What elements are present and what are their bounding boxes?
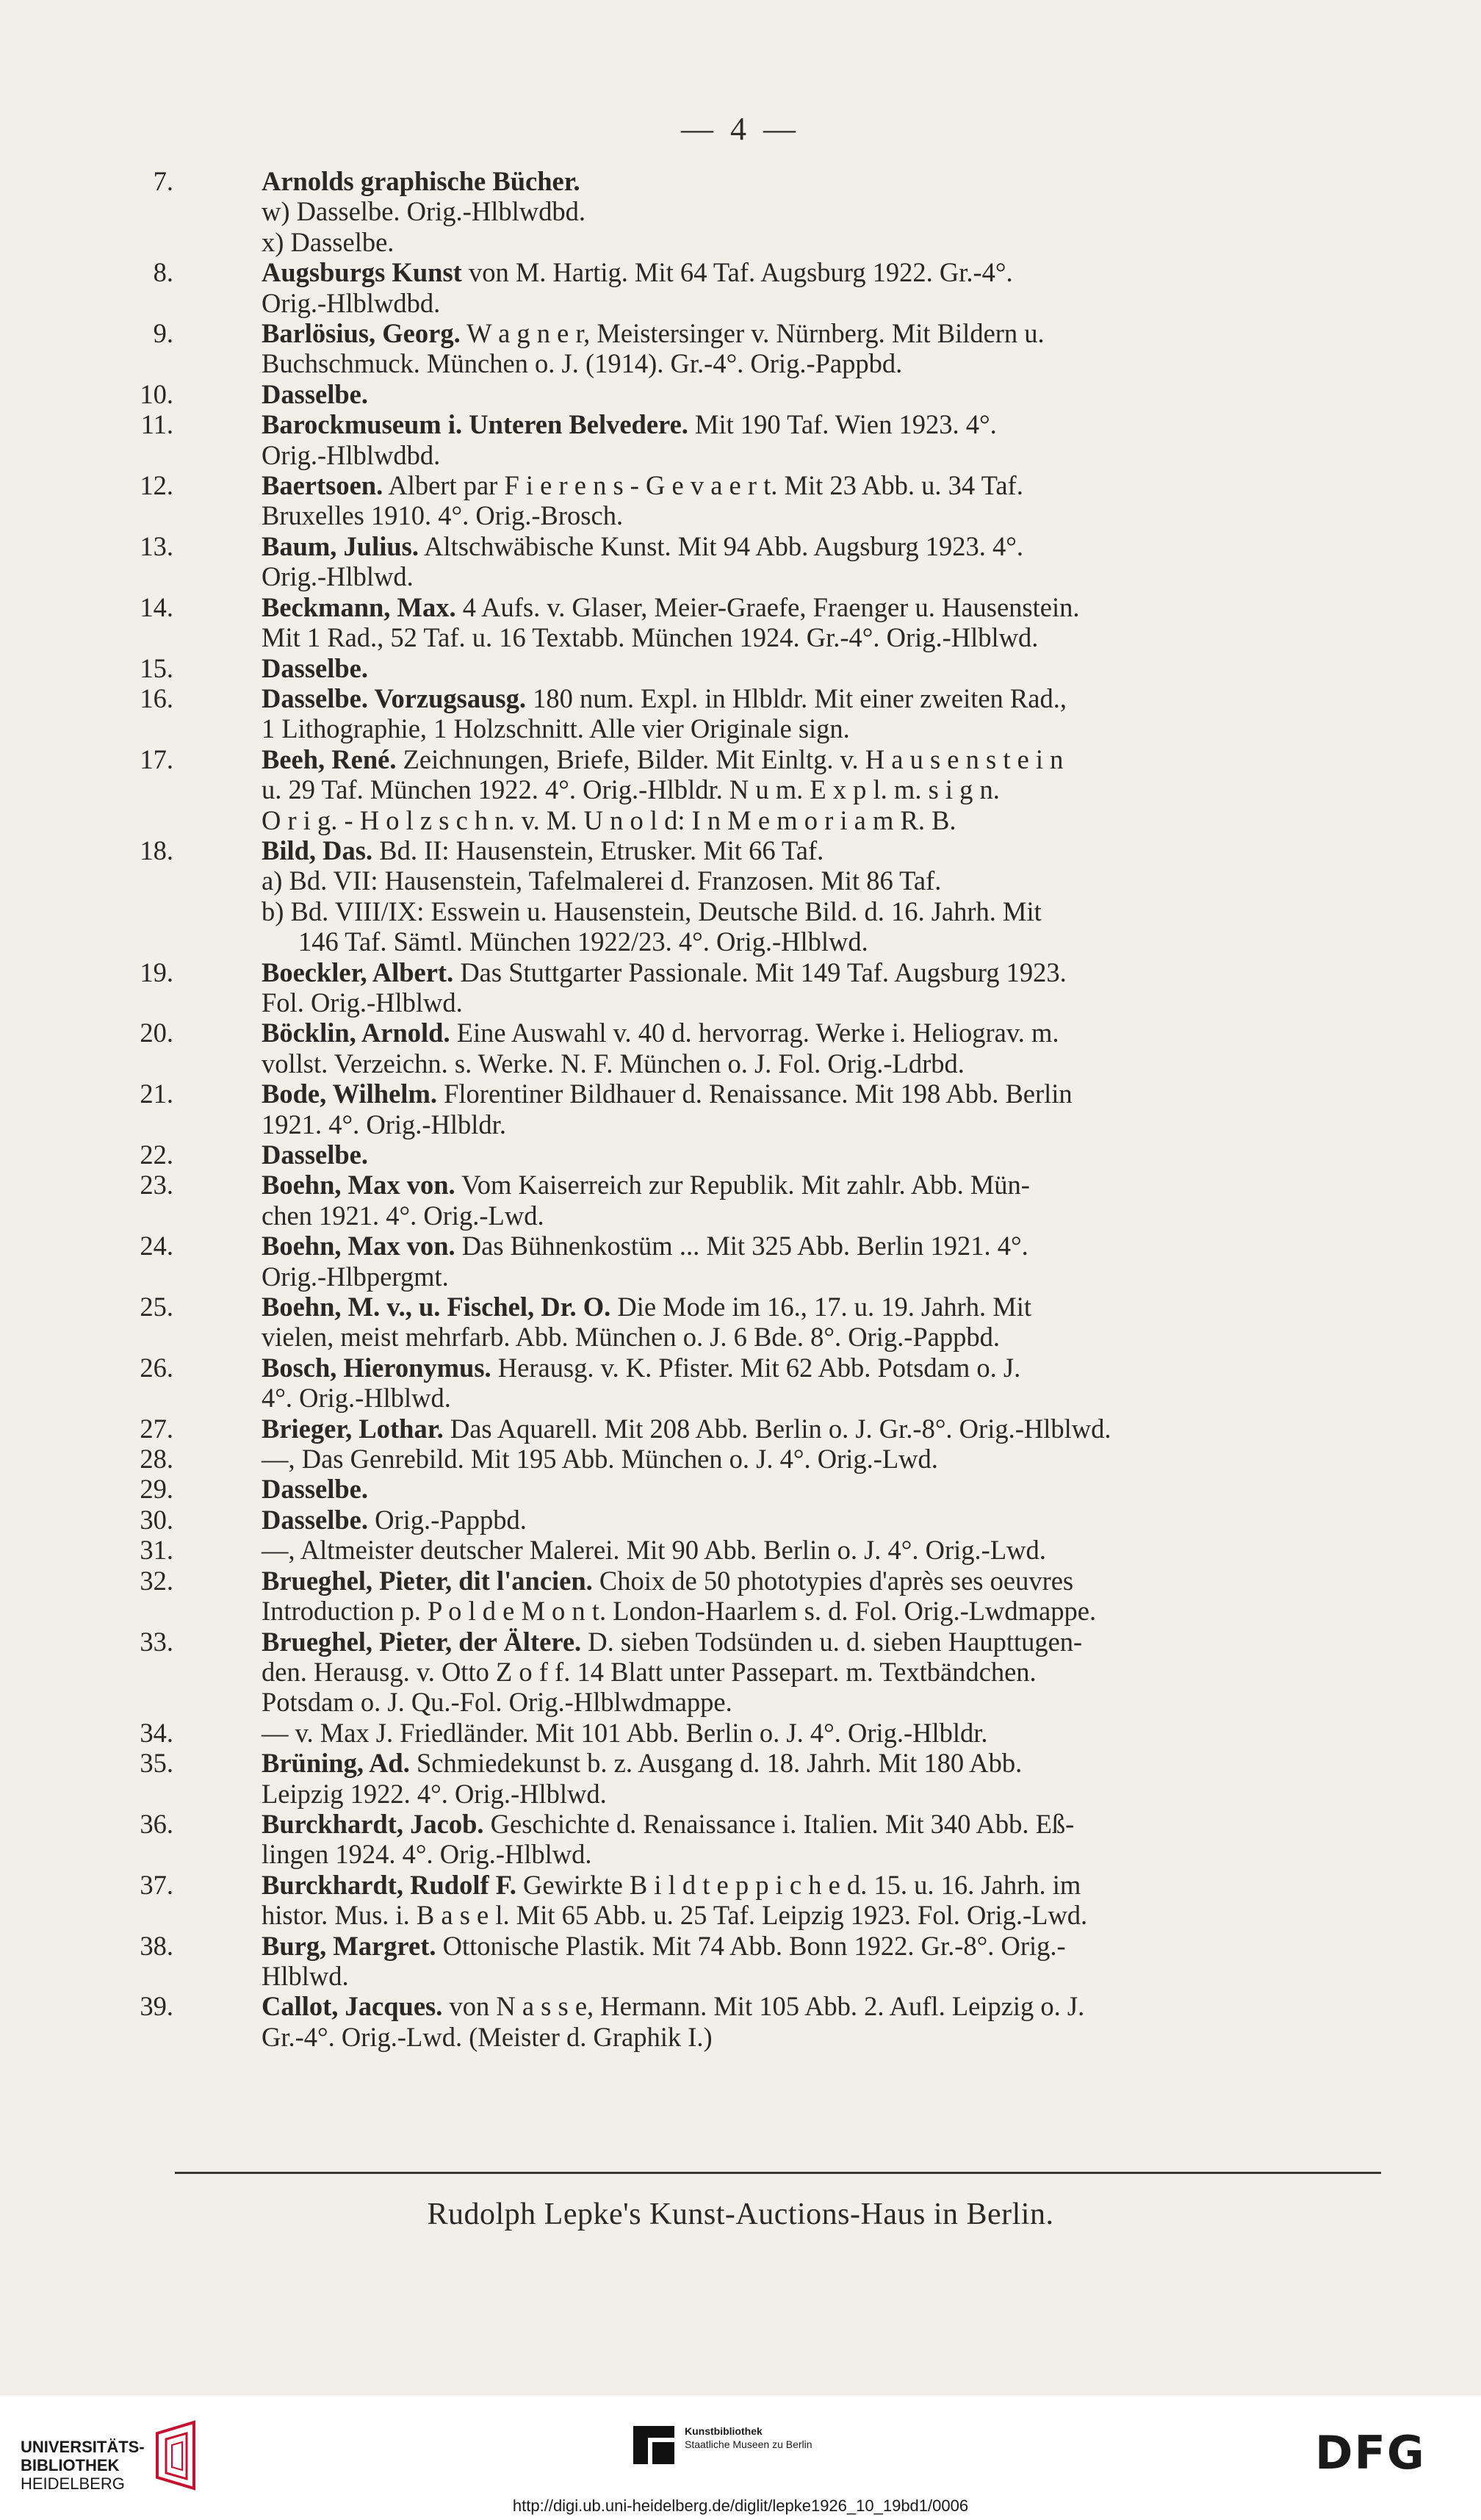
entry-line: den. Herausg. v. Otto Z o f f. 14 Blatt unter Passepart. m. Textbändchen.: [262, 1656, 1037, 1687]
entry-heading: Barlösius, Georg.: [262, 318, 461, 349]
catalog-entry: [140, 1748, 1394, 1809]
entry-number: 11.: [140, 409, 173, 440]
catalog-entry: [140, 1140, 1394, 1170]
catalog-entry: [140, 1565, 1394, 1627]
entry-line: [262, 379, 1394, 409]
entry-body: [262, 744, 1394, 835]
entry-text: Zeichnungen, Briefe, Bilder. Mit Einltg. v. H a u s e n s t e i n: [396, 744, 1064, 774]
entry-body: [262, 592, 1394, 653]
entry-body: [262, 1170, 1394, 1231]
entry-body: [262, 1809, 1394, 1870]
catalog-entry: [140, 1535, 1394, 1566]
catalog-entry: [140, 1444, 1394, 1475]
entry-number: 34.: [140, 1717, 173, 1748]
entry-text: Ottonische Plastik. Mit 74 Abb. Bonn 1922. Gr.-8°. Orig.-: [436, 1930, 1066, 1961]
entry-heading: Brueghel, Pieter, der Ältere.: [262, 1626, 582, 1657]
entry-text: von M. Hartig. Mit 64 Taf. Augsburg 1922. Gr.-4°.: [461, 257, 1013, 288]
entry-text: Choix de 50 phototypies d'après ses oeuvres: [592, 1565, 1074, 1596]
entry-text: —, Das Genrebild. Mit 195 Abb. München o. J. 4°. Orig.-Lwd.: [262, 1444, 938, 1475]
entry-number: 13.: [140, 530, 173, 561]
entry-number: 14.: [140, 591, 173, 622]
entry-subitem: w) Dasselbe. Orig.-Hlblwdbd.: [262, 196, 585, 227]
entry-text: 4 Aufs. v. Glaser, Meier-Graefe, Fraenger u. Hausenstein.: [455, 591, 1080, 622]
entry-heading: Brüning, Ad.: [262, 1748, 410, 1779]
entry-heading: Burckhardt, Jacob.: [262, 1808, 484, 1839]
entry-line: [262, 1353, 1394, 1383]
catalog-entries: [140, 166, 1394, 2052]
entry-line: [262, 166, 1394, 196]
entry-body: [262, 835, 1394, 865]
entry-line: Fol. Orig.-Hlblwd.: [262, 987, 463, 1018]
ub-line3: HEIDELBERG: [21, 2474, 125, 2493]
entry-heading: Burckhardt, Rudolf F.: [262, 1869, 516, 1900]
entry-line: Orig.-Hlbpergmt.: [262, 1261, 449, 1292]
entry-body: [262, 1505, 1394, 1535]
entry-line: [262, 1566, 1394, 1596]
entry-number: 27.: [140, 1413, 173, 1444]
entry-heading: Dasselbe.: [262, 378, 368, 409]
ub-line2: BIBLIOTHEK: [21, 2456, 120, 2474]
entry-body: [262, 166, 1394, 196]
catalog-entry: [140, 1930, 1394, 1992]
entry-text: Bd. II: Hausenstein, Etrusker. Mit 66 Taf.: [372, 835, 824, 865]
entry-number: 23.: [140, 1170, 173, 1200]
catalog-entry: [140, 835, 1394, 865]
entry-text: — v. Max J. Friedländer. Mit 101 Abb. Berlin o. J. 4°. Orig.-Hlbldr.: [262, 1717, 988, 1748]
ub-heidelberg-logo-text[interactable]: [21, 2438, 145, 2493]
entry-subitem: b) Bd. VIII/IX: Esswein u. Hausenstein, Deutsche Bild. d. 16. Jahrh. Mit: [262, 896, 1042, 926]
entry-line: Bruxelles 1910. 4°. Orig.-Brosch.: [262, 500, 624, 531]
entry-line: Orig.-Hlblwdbd.: [262, 439, 441, 470]
entry-line: 1921. 4°. Orig.-Hlbldr.: [262, 1109, 506, 1140]
dfg-logo[interactable]: DFG: [1315, 2426, 1426, 2480]
entry-line: Hlblwd.: [262, 1960, 349, 1991]
entry-heading: Bild, Das.: [262, 835, 373, 865]
entry-line: [262, 653, 1394, 683]
kunstbibliothek-logo-icon: [630, 2423, 677, 2467]
entry-body: [262, 1718, 1394, 1748]
entry-line: [262, 683, 1394, 713]
catalog-entry: [140, 1626, 1394, 1718]
entry-number: 20.: [140, 1018, 173, 1048]
entry-line: [262, 1870, 1394, 1900]
entry-body: [262, 1535, 1394, 1565]
entry-text: Geschichte d. Renaissance i. Italien. Mit 340 Abb. Eß-: [483, 1808, 1075, 1839]
entry-body: [262, 318, 1394, 379]
entry-body: [262, 531, 1394, 592]
entry-text: Das Aquarell. Mit 208 Abb. Berlin o. J. Gr.-8°. Orig.-Hlblwd.: [443, 1413, 1111, 1444]
entry-line: u. 29 Taf. München 1922. 4°. Orig.-Hlbldr. N u m. E x p l. m. s i g n.: [262, 774, 1000, 805]
catalog-entry: [140, 591, 1394, 653]
entry-text: 180 num. Expl. in Hlbldr. Mit einer zweiten Rad.,: [526, 683, 1067, 713]
entry-heading: Böcklin, Arnold.: [262, 1018, 450, 1048]
entry-number: 17.: [140, 744, 173, 774]
entry-body: [262, 1931, 1394, 1992]
entry-number: 29.: [140, 1474, 173, 1505]
entry-line: [262, 1718, 1394, 1748]
entry-text: Florentiner Bildhauer d. Renaissance. Mit 198 Abb. Berlin: [436, 1079, 1073, 1109]
entry-number: 8.: [153, 257, 173, 288]
entry-heading: Baertsoen.: [262, 470, 383, 501]
entry-line: [262, 1170, 1394, 1200]
catalog-entry: [140, 1808, 1394, 1870]
entry-number: 19.: [140, 957, 173, 987]
entry-body: [262, 409, 1394, 470]
catalog-entry: [140, 1170, 1394, 1231]
entry-number: 16.: [140, 683, 173, 713]
catalog-entry: [140, 744, 1394, 835]
entry-heading: Bosch, Hieronymus.: [262, 1352, 491, 1383]
entry-line: [262, 1809, 1394, 1839]
entry-body: [262, 1870, 1394, 1931]
catalog-entry: [140, 957, 1394, 1018]
entry-heading: Augsburgs Kunst: [262, 257, 462, 288]
entry-heading: Dasselbe.: [262, 1140, 368, 1170]
footer-rule: [175, 2172, 1381, 2174]
entry-line: [262, 744, 1394, 774]
entry-heading: Dasselbe.: [262, 1504, 368, 1535]
entry-line: Gr.-4°. Orig.-Lwd. (Meister d. Graphik I.): [262, 2021, 713, 2052]
catalog-entry: [153, 166, 1394, 196]
entry-text: Das Bühnenkostüm ... Mit 325 Abb. Berlin 1921. 4°.: [455, 1231, 1028, 1261]
entry-heading: Beeh, René.: [262, 744, 397, 774]
kb-line1: Kunstbibliothek: [685, 2425, 763, 2437]
entry-number: 24.: [140, 1231, 173, 1261]
entry-text: Vom Kaiserreich zur Republik. Mit zahlr. Abb. Mün-: [455, 1170, 1030, 1200]
entry-heading: Burg, Margret.: [262, 1930, 436, 1961]
entry-line: [262, 1292, 1394, 1322]
entry-text: Albert par F i e r e n s - G e v a e r t. Mit 23 Abb. u. 34 Taf.: [383, 470, 1023, 501]
entry-heading: Arnolds graphische Bücher.: [262, 166, 580, 196]
entry-line: [262, 1931, 1394, 1961]
entry-body: [262, 683, 1394, 744]
entry-text: —, Altmeister deutscher Malerei. Mit 90 Abb. Berlin o. J. 4°. Orig.-Lwd.: [262, 1535, 1046, 1566]
entry-heading: Callot, Jacques.: [262, 1991, 443, 2022]
entry-line: lingen 1924. 4°. Orig.-Hlblwd.: [262, 1839, 592, 1870]
entry-number: 25.: [140, 1292, 173, 1322]
footer-title: Rudolph Lepke's Kunst-Auctions-Haus in Berlin.: [427, 2197, 1054, 2231]
kb-line2: Staatliche Museen zu Berlin: [685, 2438, 812, 2450]
entry-text: Mit 190 Taf. Wien 1923. 4°.: [688, 409, 997, 440]
entry-number: 37.: [140, 1869, 173, 1900]
entry-line: Mit 1 Rad., 52 Taf. u. 16 Textabb. München 1924. Gr.-4°. Orig.-Hlblwd.: [262, 622, 1039, 653]
entry-text: Gewirkte B i l d t e p p i c h e d. 15. u. 16. Jahrh. im: [516, 1869, 1081, 1900]
entry-body: [262, 1566, 1394, 1627]
entry-line: [262, 1627, 1394, 1657]
entry-heading: Dasselbe. Vorzugsausg.: [262, 683, 526, 713]
catalog-entry: [140, 470, 1394, 531]
catalog-entry: [140, 1717, 1394, 1748]
catalog-entry: [140, 409, 1394, 470]
entry-number: 7.: [153, 166, 173, 196]
entry-line: [262, 318, 1394, 348]
entry-text: Das Stuttgarter Passionale. Mit 149 Taf. Augsburg 1923.: [453, 957, 1067, 987]
entry-body: [262, 470, 1394, 531]
entry-heading: Baum, Julius.: [262, 530, 419, 561]
entry-body: [262, 1018, 1394, 1079]
entry-line: [262, 409, 1394, 439]
catalog-entry: [140, 1018, 1394, 1079]
source-url[interactable]: http://digi.ub.uni-heidelberg.de/diglit/lepke1926_10_19bd1/0006: [512, 2496, 969, 2515]
entry-body: [262, 379, 1394, 409]
entry-line: 4°. Orig.-Hlblwd.: [262, 1383, 451, 1414]
entry-text: Altschwäbische Kunst. Mit 94 Abb. Augsburg 1923. 4°.: [419, 530, 1024, 561]
entry-number: 21.: [140, 1079, 173, 1109]
entry-body: [262, 653, 1394, 683]
entry-line: [262, 1231, 1394, 1261]
entry-body: [262, 1627, 1394, 1718]
catalog-entry: [140, 1991, 1394, 2052]
entry-line: [262, 1991, 1394, 2021]
entry-number: 30.: [140, 1504, 173, 1535]
entry-line: [262, 592, 1394, 622]
entry-number: 36.: [140, 1808, 173, 1839]
catalog-entry: [140, 1474, 1394, 1505]
catalog-entry: [140, 652, 1394, 683]
entry-text: W a g n e r, Meistersinger v. Nürnberg. Mit Bildern u.: [460, 318, 1045, 349]
entry-body: [262, 1991, 1394, 2052]
catalog-entry: [140, 1231, 1394, 1292]
entry-subitem: a) Bd. VII: Hausenstein, Tafelmalerei d. Franzosen. Mit 86 Taf.: [262, 865, 942, 896]
entry-body: [262, 957, 1394, 1018]
entry-line: [262, 1748, 1394, 1778]
catalog-entry: [140, 1504, 1394, 1535]
entry-number: 22.: [140, 1140, 173, 1170]
entry-line: [262, 1079, 1394, 1109]
entry-line: [262, 1474, 1394, 1504]
entry-number: 39.: [140, 1991, 173, 2022]
entry-heading: Barockmuseum i. Unteren Belvedere.: [262, 409, 688, 440]
catalog-entry: [140, 683, 1394, 744]
entry-heading: Bode, Wilhelm.: [262, 1079, 437, 1109]
catalog-entry: [153, 318, 1394, 379]
entry-line: [262, 1414, 1394, 1444]
entry-text: Orig.-Pappbd.: [367, 1504, 527, 1535]
entry-line: Potsdam o. J. Qu.-Fol. Orig.-Hlblwdmappe.: [262, 1687, 732, 1718]
entry-number: 15.: [140, 652, 173, 683]
entry-text: D. sieben Todsünden u. d. sieben Haupttugen-: [581, 1626, 1083, 1657]
catalog-entry: [140, 378, 1394, 409]
entry-body: [262, 1353, 1394, 1414]
entry-line: [262, 1505, 1394, 1535]
entry-number: 12.: [140, 470, 173, 501]
entry-number: 10.: [140, 378, 173, 409]
entry-number: 38.: [140, 1930, 173, 1961]
entry-body: [262, 1079, 1394, 1140]
catalog-entry: [140, 1079, 1394, 1140]
entry-line: vielen, meist mehrfarb. Abb. München o. J. 6 Bde. 8°. Orig.-Pappbd.: [262, 1322, 1000, 1353]
entry-text: Die Mode im 16., 17. u. 19. Jahrh. Mit: [610, 1292, 1032, 1322]
entry-line: Leipzig 1922. 4°. Orig.-Hlblwd.: [262, 1778, 607, 1809]
entry-subitem-continuation: 146 Taf. Sämtl. München 1922/23. 4°. Orig.-Hlblwd.: [298, 926, 868, 957]
entry-line: [262, 957, 1394, 987]
entry-text: Herausg. v. K. Pfister. Mit 62 Abb. Potsdam o. J.: [491, 1352, 1021, 1383]
entry-heading: Beckmann, Max.: [262, 591, 456, 622]
entry-line: [262, 257, 1394, 287]
entry-subitem: x) Dasselbe.: [262, 226, 394, 257]
entry-text: von N a s s e, Hermann. Mit 105 Abb. 2. Aufl. Leipzig o. J.: [442, 1991, 1085, 2022]
entry-body: [262, 1292, 1394, 1353]
entry-heading: Boehn, Max von.: [262, 1170, 455, 1200]
entry-text: Eine Auswahl v. 40 d. hervorrag. Werke i. Heliograv. m.: [450, 1018, 1059, 1048]
catalog-entry: [153, 257, 1394, 318]
ub-heidelberg-logo-icon: [150, 2419, 216, 2492]
entry-line: Introduction p. P o l d e M o n t. London-Haarlem s. d. Fol. Orig.-Lwdmappe.: [262, 1596, 1097, 1627]
entry-line: chen 1921. 4°. Orig.-Lwd.: [262, 1200, 544, 1231]
catalog-entry: [140, 1352, 1394, 1414]
entry-number: 28.: [140, 1444, 173, 1475]
entry-number: 33.: [140, 1626, 173, 1657]
entry-body: [262, 1444, 1394, 1474]
entry-number: 26.: [140, 1352, 173, 1383]
entry-line: [262, 1444, 1394, 1474]
entry-line: [262, 835, 1394, 865]
entry-heading: Boeckler, Albert.: [262, 957, 454, 987]
entry-body: [262, 1748, 1394, 1809]
ub-line1: UNIVERSITÄTS-: [21, 2438, 145, 2456]
entry-heading: Brueghel, Pieter, dit l'ancien.: [262, 1565, 593, 1596]
page-number: — 4 —: [681, 111, 800, 147]
entry-number: 35.: [140, 1748, 173, 1779]
entry-line: O r i g. - H o l z s c h n. v. M. U n o l d: I n M e m o r i a m R. B.: [262, 804, 956, 835]
entry-line: [262, 1535, 1394, 1565]
entry-line: [262, 470, 1394, 500]
entry-line: 1 Lithographie, 1 Holzschnitt. Alle vier Originale sign.: [262, 713, 850, 744]
entry-body: [262, 1231, 1394, 1292]
entry-line: histor. Mus. i. B a s e l. Mit 65 Abb. u. 25 Taf. Leipzig 1923. Fol. Orig.-Lwd.: [262, 1900, 1088, 1931]
catalog-entry: [140, 530, 1394, 592]
catalog-entry: [140, 1292, 1394, 1353]
entry-line: Orig.-Hlblwdbd.: [262, 287, 441, 318]
entry-number: 18.: [140, 835, 173, 865]
entry-body: [262, 257, 1394, 318]
entry-line: [262, 531, 1394, 561]
kunstbibliothek-logo-text[interactable]: [685, 2424, 812, 2451]
entry-heading: Dasselbe.: [262, 652, 368, 683]
entry-heading: Brieger, Lothar.: [262, 1413, 444, 1444]
entry-body: [262, 1414, 1394, 1444]
entry-number: 31.: [140, 1535, 173, 1566]
catalog-entry: [140, 1413, 1394, 1444]
entry-number: 32.: [140, 1565, 173, 1596]
entry-heading: Dasselbe.: [262, 1474, 368, 1505]
entry-body: [262, 1474, 1394, 1504]
entry-line: [262, 1140, 1394, 1170]
entry-line: vollst. Verzeichn. s. Werke. N. F. München o. J. Fol. Orig.-Ldrbd.: [262, 1048, 965, 1079]
entry-line: [262, 1018, 1394, 1048]
catalog-entry: [140, 1869, 1394, 1931]
entry-text: Schmiedekunst b. z. Ausgang d. 18. Jahrh. Mit 180 Abb.: [409, 1748, 1023, 1779]
entry-body: [262, 1140, 1394, 1170]
entry-number: 9.: [153, 318, 173, 349]
entry-heading: Boehn, Max von.: [262, 1231, 455, 1261]
entry-heading: Boehn, M. v., u. Fischel, Dr. O.: [262, 1292, 611, 1322]
entry-line: Buchschmuck. München o. J. (1914). Gr.-4°. Orig.-Pappbd.: [262, 348, 903, 379]
entry-line: Orig.-Hlblwd.: [262, 561, 414, 592]
